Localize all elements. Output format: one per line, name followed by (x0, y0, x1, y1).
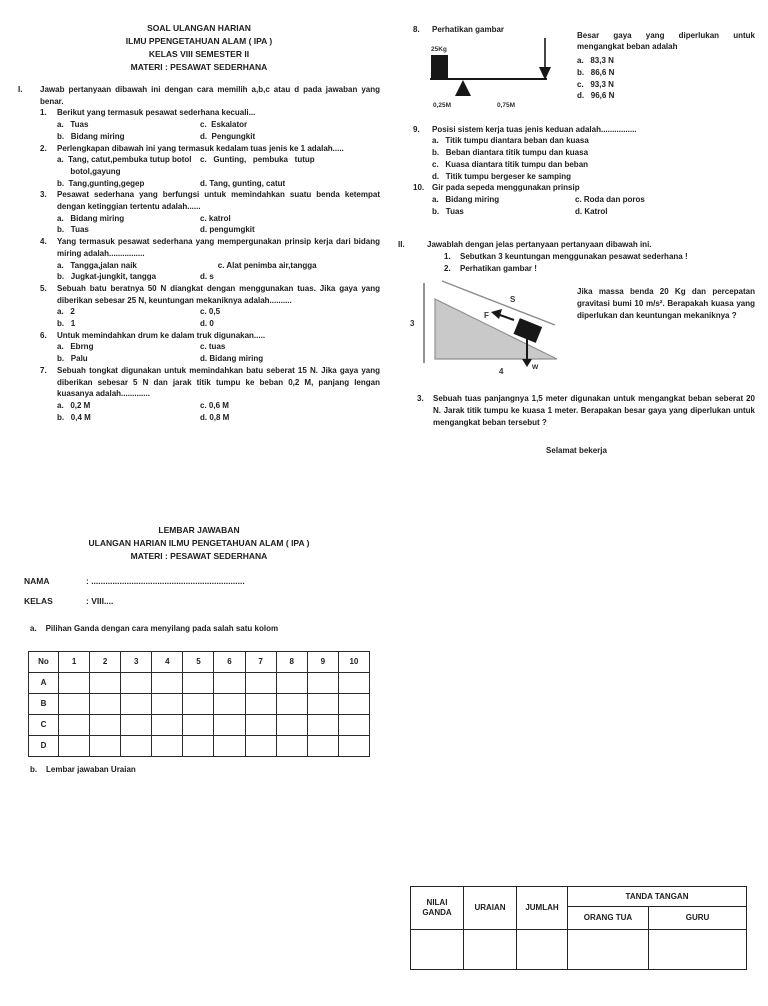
option: b. Palu (57, 354, 88, 364)
option-row (57, 353, 380, 365)
option: b. 1 (57, 319, 76, 329)
option: a. 83,3 N (577, 56, 614, 66)
option: a. Ebrng (57, 342, 94, 352)
question-number: 4. (40, 237, 47, 247)
essay-item-text: Perhatikan gambar ! (460, 263, 537, 273)
option: a. 0,2 M (57, 400, 91, 410)
question-6 (40, 330, 380, 365)
grid-corner-header: No (29, 651, 59, 672)
grid-cell (59, 714, 90, 735)
right-column (398, 20, 755, 456)
option: d. Bidang miring (200, 354, 264, 364)
grid-cell (90, 714, 121, 735)
question-number: 7. (40, 365, 47, 375)
lever-load-label: 25Kg (431, 45, 447, 53)
essay-item-3 (417, 393, 755, 428)
name-dotted-line: : ................................................................. (86, 576, 245, 586)
weight-arrowhead (522, 359, 532, 367)
item-number: 1. (444, 252, 451, 262)
question-stem: Perhatikan gambar (432, 25, 505, 34)
question-options (57, 260, 380, 283)
grid-cell (276, 735, 307, 756)
score-subcol-orang-tua: ORANG TUA (568, 907, 649, 930)
section-2-label: II. (398, 240, 405, 250)
option: d. 0,8 M (200, 412, 230, 422)
question-stem: Perlengkapan dibawah ini yang termasuk kedalam tuas jenis ke 1 adalah..... (57, 143, 344, 153)
option-row (57, 213, 380, 225)
question-3 (40, 189, 380, 236)
grid-cell (276, 693, 307, 714)
option: c. 0,5 (200, 307, 221, 317)
option-row (57, 318, 380, 330)
score-cell (517, 930, 568, 970)
answer-sheet-subtitle: ULANGAN HARIAN ILMU PENGETAHUAN ALAM ( IPA ) (88, 538, 310, 548)
answer-sheet-topic: MATERI : PESAWAT SEDERHANA (130, 551, 268, 561)
score-col-nilai-ganda: NILAI GANDA (411, 887, 464, 930)
option: d. s (200, 272, 214, 282)
score-col-jumlah: JUMLAH (517, 887, 568, 930)
question-options (57, 213, 380, 236)
option-row (57, 119, 380, 131)
option: c. tuas (200, 342, 226, 352)
part-a-label: a. Pilihan Ganda dengan cara menyilang pada salah satu kolom (30, 624, 279, 633)
option-row (57, 154, 380, 166)
option-row (57, 412, 380, 424)
score-cell (411, 930, 464, 970)
option: b. 0,4 M (57, 412, 91, 422)
grid-cell (307, 735, 338, 756)
lever-diagram (425, 36, 560, 124)
score-col-uraian: URAIAN (464, 887, 517, 930)
grid-col-header: 6 (214, 651, 245, 672)
question-stem: Gir pada sepeda menggunakan prinsip (432, 183, 580, 193)
option: c. Eskalator (200, 120, 248, 130)
answer-sheet-title: LEMBAR JAWABAN (158, 525, 240, 535)
closing-text: Selamat bekerja (546, 445, 607, 455)
class-value: : VIII.... (86, 596, 114, 606)
section-2-intro: Jawablah dengan jelas pertanyaan pertanyaan dibawah ini. (427, 240, 652, 250)
grid-cell (183, 735, 214, 756)
grid-cell (338, 693, 369, 714)
grid-cell (214, 672, 245, 693)
score-cell (568, 930, 649, 970)
question-stem: Yang termasuk pesawat sederhana yang mempergunakan prinsip kerja dari bidang miring adalah................ (57, 237, 380, 258)
question-8-side-text: Besar gaya yang diperlukan untuk mengangkat beban adalah (577, 30, 755, 52)
option: d. pengumgkit (200, 225, 255, 235)
question-number: 1. (40, 108, 47, 118)
option: b. Jugkat-jungkit, tangga (57, 272, 157, 282)
question-9 (398, 124, 755, 183)
section-multiple-choice (18, 84, 380, 423)
answer-sheet (18, 524, 380, 775)
option: c. 0,6 M (200, 400, 229, 410)
question-number: 10. (413, 183, 425, 193)
question-stem: Posisi sistem kerja tuas jenis keduan adalah................ (432, 124, 637, 134)
essay-item-text: Sebutkan 3 keuntungan menggunakan pesawat sederhana ! (460, 252, 688, 262)
option: c. Roda dan poros (575, 194, 645, 204)
grid-col-header: 3 (121, 651, 152, 672)
grid-cell (338, 672, 369, 693)
option: d. Pengungkit (200, 131, 256, 141)
option-row (57, 260, 380, 272)
grid-cell (245, 714, 276, 735)
grid-cell (307, 693, 338, 714)
grid-cell (214, 693, 245, 714)
item-number: 2. (444, 263, 451, 273)
question-stem: Sebuah tongkat digunakan untuk memindahkan batu seberat 15 N. Jika gaya yang diberikan sebesar 5 N dan jarak titik tumpu ke beban 0,2 M, panjang lengan kuasanya adalah............. (57, 365, 380, 399)
class-field (18, 596, 380, 616)
question-stem: Sebuah batu beratnya 50 N diangkat dengan menggunakan tuas. Jika gaya yang diberikan sebesar 25 N, keuntungan mekaniknya adalah.......... (57, 283, 380, 305)
question-4 (40, 236, 380, 283)
option: a. Bidang miring (57, 213, 125, 223)
grid-cell (121, 672, 152, 693)
question-options (57, 306, 380, 329)
option: b. Tuas (57, 225, 89, 235)
question-number: 6. (40, 330, 47, 340)
grid-cell (245, 672, 276, 693)
grid-cell (152, 735, 183, 756)
score-cell (649, 930, 747, 970)
lever-load-block (431, 55, 448, 78)
question-number: 8. (413, 25, 420, 34)
lever-left-distance-label: 0,25M (433, 101, 452, 109)
doc-subject: ILMU PPENGETAHUAN ALAM ( IPA ) (125, 36, 273, 46)
question-9-options (432, 135, 755, 182)
grid-cell (121, 714, 152, 735)
option: b. Tuas (432, 206, 464, 216)
grid-cell (214, 714, 245, 735)
option: c. Kuasa diantara titik tumpu dan beban (432, 159, 589, 169)
lever-fulcrum (455, 80, 471, 96)
option: a. Titik tumpu diantara beban dan kuasa (432, 136, 589, 146)
option: b. Bidang miring (57, 131, 125, 141)
option: a. Tangga,jalan naik (57, 260, 137, 270)
question-5 (40, 283, 380, 330)
question-options (57, 154, 380, 189)
grid-col-header: 5 (183, 651, 214, 672)
question-options (57, 400, 380, 423)
answer-sheet-header (18, 524, 380, 563)
option: d. 96,6 N (577, 91, 615, 101)
question-number: 5. (40, 283, 47, 293)
slope-label: S (510, 295, 516, 305)
grid-cell (307, 672, 338, 693)
grid-cell (245, 693, 276, 714)
option: a. Tuas (57, 120, 89, 130)
option-row (432, 206, 755, 218)
name-field (18, 576, 380, 596)
option-row (57, 400, 380, 412)
question-2 (40, 143, 380, 190)
option: c. 93,3 N (577, 79, 614, 89)
grid-col-header: 8 (276, 651, 307, 672)
option: d. Katrol (575, 206, 608, 216)
grid-col-header: 10 (338, 651, 369, 672)
grid-col-header: 1 (59, 651, 90, 672)
grid-cell (183, 714, 214, 735)
option-row (57, 306, 380, 318)
height-label: 3 (410, 319, 415, 329)
grid-cell (152, 672, 183, 693)
option-row (57, 131, 380, 143)
force-arrowhead (491, 309, 502, 319)
grid-cell (121, 735, 152, 756)
option: c. Gunting, pembuka tutup (200, 155, 315, 165)
score-cell (464, 930, 517, 970)
name-label: NAMA (24, 576, 50, 586)
score-subcol-guru: GURU (649, 907, 747, 930)
question-number: 2. (40, 143, 47, 153)
question-10 (398, 182, 755, 217)
answer-grid-table (28, 651, 370, 757)
question-1 (40, 107, 380, 142)
grid-cell (338, 714, 369, 735)
option-row (57, 271, 380, 283)
question-options (432, 194, 755, 217)
grid-row-header: B (29, 693, 59, 714)
inclined-plane-diagram (407, 276, 562, 384)
section-1-label: I. (18, 85, 23, 94)
force-label: F (484, 311, 489, 321)
option: b. Tang,gunting,gegep (57, 178, 145, 188)
grid-cell (183, 693, 214, 714)
grid-col-header: 7 (245, 651, 276, 672)
section-1-intro: Jawab pertanyaan dibawah ini dengan cara memilih a,b,c atau d pada jawaban yang benar. (40, 85, 380, 106)
option-row (57, 224, 380, 236)
question-number: 3. (40, 190, 47, 200)
grid-cell (152, 714, 183, 735)
left-column (18, 20, 380, 423)
weight-label: w (532, 362, 539, 372)
question-7 (40, 365, 380, 424)
grid-row-header: C (29, 714, 59, 735)
question-stem: Berikut yang termasuk pesawat sederhana kecuali... (57, 108, 256, 118)
grid-cell (90, 693, 121, 714)
class-label: KELAS (24, 596, 53, 606)
grid-cell (276, 672, 307, 693)
question-8-side (577, 30, 755, 124)
base-label: 4 (499, 367, 504, 377)
essay-item-2 (444, 263, 755, 275)
grid-col-header: 9 (307, 651, 338, 672)
grid-cell (307, 714, 338, 735)
essay-figure-side-text: Jika massa benda 20 Kg dan percepatan gravitasi bumi 10 m/s². Berapakah kuasa yang diperlukan dan keuntungan mekaniknya ? (577, 287, 755, 320)
option: d. Titik tumpu bergeser ke samping (432, 171, 571, 181)
option: c. Alat penimba air,tangga (200, 260, 317, 270)
option: b. 86,6 N (577, 67, 615, 77)
essay-figure-row (407, 276, 755, 386)
grid-cell (59, 693, 90, 714)
option: c. katrol (200, 213, 231, 223)
option: b. Beban diantara titik tumpu dan kuasa (432, 148, 589, 158)
grid-cell (59, 672, 90, 693)
section-essay (398, 239, 755, 428)
option: a. Bidang miring (432, 194, 500, 204)
grid-cell (276, 714, 307, 735)
question-stem: Untuk memindahkan drum ke dalam truk digunakan..... (57, 330, 266, 340)
grid-col-header: 4 (152, 651, 183, 672)
score-col-tanda-tangan: TANDA TANGAN (568, 887, 747, 907)
doc-title: SOAL ULANGAN HARIAN (147, 23, 251, 33)
doc-class: KELAS VIII SEMESTER II (148, 49, 250, 59)
essay-figure-side (577, 286, 755, 386)
score-empty-row (411, 930, 747, 970)
grid-cell (245, 735, 276, 756)
grid-cell (90, 735, 121, 756)
part-b-label: b. Lembar jawaban Uraian (30, 764, 136, 774)
question-8-options (577, 55, 755, 102)
option-row (57, 341, 380, 353)
grid-cell (59, 735, 90, 756)
score-table (410, 886, 747, 970)
option-row (57, 166, 380, 178)
option: botol,gayung (57, 166, 121, 176)
document-header (18, 20, 380, 84)
option: d. Tang, gunting, catut (200, 178, 286, 188)
grid-row-header: D (29, 735, 59, 756)
grid-cell (338, 735, 369, 756)
essay-item-text: Sebuah tuas panjangnya 1,5 meter digunakan untuk mengangkat beban seberat 20 N. Jarak titik tumpu ke kuasa 1 meter. Berapakan besar gaya yang diperlukan untuk mengangkat beban tersebut ? (433, 394, 755, 427)
question-number: 9. (413, 124, 420, 134)
grid-row-header: A (29, 672, 59, 693)
question-options (57, 341, 380, 364)
option-row (57, 178, 380, 190)
option: d. 0 (200, 319, 214, 329)
grid-cell (90, 672, 121, 693)
grid-cell (183, 672, 214, 693)
question-8-figure-row (425, 30, 755, 124)
grid-cell (214, 735, 245, 756)
option: a. 2 (57, 307, 75, 317)
grid-col-header: 2 (90, 651, 121, 672)
grid-cell (121, 693, 152, 714)
grid-cell (152, 693, 183, 714)
doc-topic: MATERI : PESAWAT SEDERHANA (130, 62, 268, 72)
question-stem: Pesawat sederhana yang berfungsi untuk memindahkan suatu benda ketempat dengan ketinggian tertentu adalah...... (57, 190, 380, 212)
essay-item-1 (444, 251, 755, 263)
question-options (57, 119, 380, 142)
option: a. Tang, catut,pembuka tutup botol (57, 155, 192, 165)
lever-right-distance-label: 0,75M (497, 101, 516, 109)
item-number: 3. (417, 394, 424, 404)
option-row (432, 194, 755, 206)
